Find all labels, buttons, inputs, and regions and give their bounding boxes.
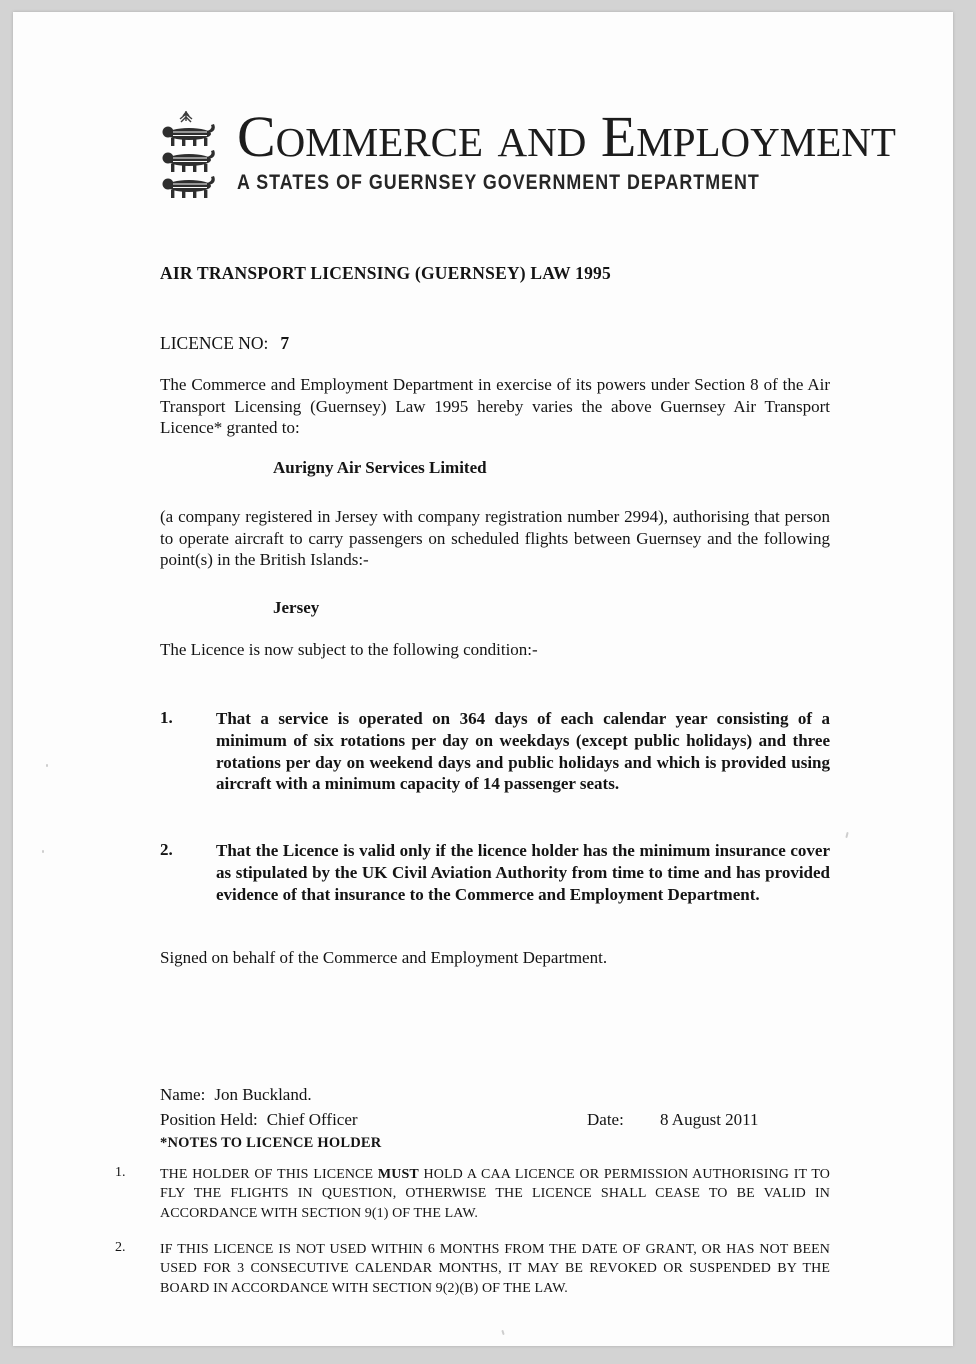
signatory-block bbox=[160, 1085, 830, 1152]
condition-2-number: 2. bbox=[160, 840, 173, 859]
scan-artifact bbox=[42, 850, 44, 853]
company-paragraph: (a company registered in Jersey with company registration number 2994), authorising that person to operate aircraft to carry passengers on scheduled flights between Guernsey and the following point(s) in the British Islands:- bbox=[160, 507, 830, 569]
condition-2-text: That the Licence is valid only if the licence holder has the minimum insurance cover as stipulated by the UK Civil Aviation Authority from time to time and has provided evidence of that insurance to the Commerce and Employment Department. bbox=[216, 841, 830, 904]
condition-item-1 bbox=[160, 708, 830, 795]
condition-intro: The Licence is now subject to the following condition:- bbox=[160, 640, 538, 659]
note-item-2 bbox=[115, 1240, 831, 1298]
signatory-position-line bbox=[160, 1110, 830, 1130]
date-value: 8 August 2011 bbox=[660, 1110, 759, 1129]
name-label: Name: bbox=[160, 1085, 206, 1104]
scan-artifact bbox=[845, 832, 848, 838]
licence-number-value: 7 bbox=[280, 333, 290, 353]
condition-1-text: That a service is operated on 364 days of each calendar year consisting of a minimum of six rotations per day on weekdays (except public holidays) and three rotations per day on weekend days and public holidays and which is provided using aircraft with a minimum capacity of 14 passenger seats. bbox=[216, 709, 830, 794]
position-label: Position Held: bbox=[160, 1110, 258, 1129]
intro-paragraph: The Commerce and Employment Department in exercise of its powers under Section 8 of the Air Transport Licensing (Guernsey) Law 1995 hereby varies the above Guernsey Air Transport Licence* granted to: bbox=[160, 375, 830, 437]
notes-header: *NOTES TO LICENCE HOLDER bbox=[160, 1135, 382, 1151]
note-2-number: 2. bbox=[115, 1240, 126, 1255]
note-item-1 bbox=[115, 1165, 831, 1223]
note-1-text bbox=[160, 1165, 830, 1223]
signatory-name-line bbox=[160, 1085, 830, 1105]
licence-number-line bbox=[160, 333, 830, 354]
note-1-post: HOLD A CAA LICENCE OR PERMISSION AUTHORISING IT TO FLY THE FLIGHTS IN QUESTION, OTHERWISE THE LICENCE SHALL CEASE TO BE VALID IN ACCORDANCE WITH SECTION 9(1) OF THE LAW. bbox=[160, 1167, 830, 1221]
date-label: Date: bbox=[587, 1110, 624, 1129]
condition-1-number: 1. bbox=[160, 708, 173, 727]
signed-on-behalf-line: Signed on behalf of the Commerce and Employment Department. bbox=[160, 948, 608, 967]
document-title: AIR TRANSPORT LICENSING (GUERNSEY) LAW 1995 bbox=[160, 263, 611, 283]
grantee-name: Aurigny Air Services Limited bbox=[273, 458, 487, 477]
scan-artifact bbox=[46, 764, 48, 767]
name-value: Jon Buckland. bbox=[214, 1085, 312, 1104]
licence-number-label: LICENCE NO: bbox=[160, 333, 269, 353]
department-subtitle: A STATES OF GUERNSEY GOVERNMENT DEPARTMENT bbox=[237, 171, 760, 194]
destination-name: Jersey bbox=[273, 598, 320, 617]
letterhead-text bbox=[237, 104, 896, 194]
note-1-pre: THE HOLDER OF THIS LICENCE bbox=[160, 1167, 378, 1182]
condition-item-2 bbox=[160, 840, 830, 905]
note-2-text: IF THIS LICENCE IS NOT USED WITHIN 6 MONTHS FROM THE DATE OF GRANT, OR HAS NOT BEEN USED FOR 3 CONSECUTIVE CALENDAR MONTHS, IT MAY BE REVOKED OR SUSPENDED BY THE BOARD IN ACCORDANCE WITH SECTION 9(2)(B) OF THE LAW. bbox=[160, 1242, 830, 1296]
guernsey-crest-icon bbox=[159, 108, 217, 200]
note-1-emphasis: MUST bbox=[377, 1167, 419, 1182]
letterhead bbox=[159, 104, 896, 204]
document-page bbox=[13, 12, 953, 1346]
position-value: Chief Officer bbox=[266, 1110, 358, 1129]
scan-artifact bbox=[501, 1330, 504, 1335]
note-1-number: 1. bbox=[115, 1165, 126, 1180]
department-title: Commerce and Employment bbox=[237, 104, 896, 169]
